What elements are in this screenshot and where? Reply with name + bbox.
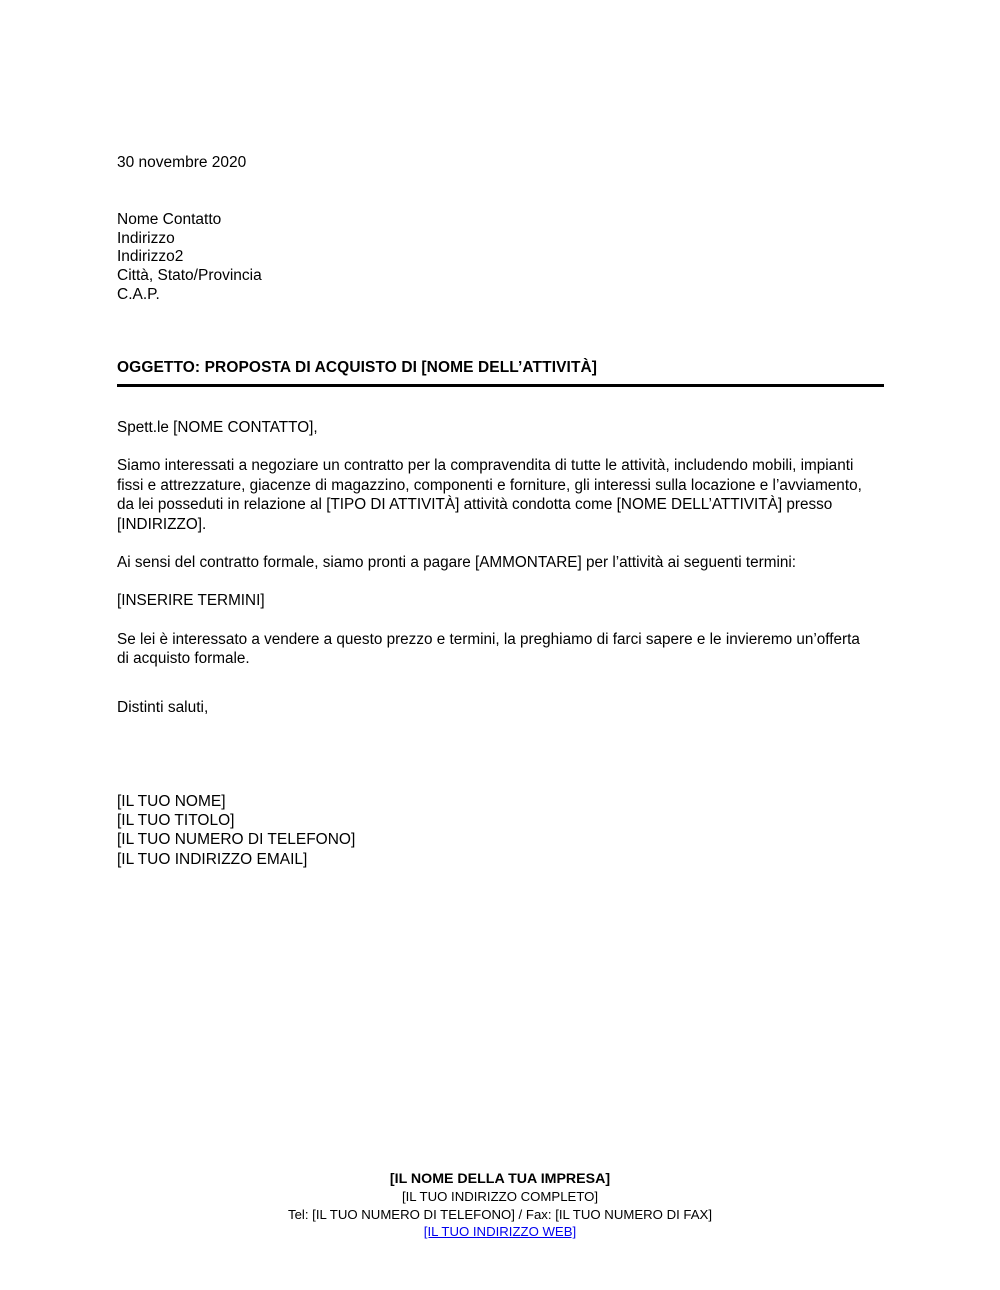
footer-website-link[interactable]: [IL TUO INDIRIZZO WEB] <box>423 1224 577 1240</box>
signature-line: [IL TUO INDIRIZZO EMAIL] <box>117 850 308 868</box>
recipient-address-block <box>117 211 262 305</box>
recipient-line: Città, Stato/Provincia <box>117 267 262 285</box>
body-paragraph: Ai sensi del contratto formale, siamo pronti a pagare [AMMONTARE] per l’attività ai seguenti termini: <box>117 554 797 572</box>
footer-address: [IL TUO INDIRIZZO COMPLETO] <box>401 1189 599 1204</box>
signature-line: [IL TUO NOME] <box>117 793 226 810</box>
page-footer <box>0 1170 1000 1241</box>
footer-company-name: [IL NOME DELLA TUA IMPRESA] <box>389 1171 611 1187</box>
closing-salutation: Distinti saluti, <box>117 699 209 716</box>
signature-line: [IL TUO TITOLO] <box>117 812 235 830</box>
salutation: Spett.le [NOME CONTATTO], <box>117 419 318 436</box>
recipient-line: Nome Contatto <box>117 211 222 228</box>
body-paragraph: Se lei è interessato a vendere a questo prezzo e termini, la preghiamo di farci sapere e le invieremo un’offerta di acquisto formale. <box>117 630 860 668</box>
signature-line: [IL TUO NUMERO DI TELEFONO] <box>117 831 356 849</box>
terms-placeholder: [INSERIRE TERMINI] <box>117 592 265 610</box>
recipient-line: C.A.P. <box>117 285 160 303</box>
footer-contact: Tel: [IL TUO NUMERO DI TELEFONO] / Fax: [IL TUO NUMERO DI FAX] <box>287 1206 713 1222</box>
subject-line: OGGETTO: PROPOSTA DI ACQUISTO DI [NOME DELL’ATTIVITÀ] <box>117 359 598 376</box>
subject-divider-rule <box>117 384 884 387</box>
letter-body <box>117 418 862 688</box>
signature-block <box>117 792 355 869</box>
letter-date: 30 novembre 2020 <box>117 154 247 171</box>
subject-section <box>117 358 884 387</box>
recipient-line: Indirizzo <box>117 229 175 247</box>
body-paragraph: Siamo interessati a negoziare un contratto per la compravendita di tutte le attività, includendo mobili, impianti fissi e attrezzature, giacenze di magazzino, componenti e forniture, gli interessi sulla locazione e l’avviamento, da lei posseduti in relazione al [TIPO DI ATTIVITÀ] attività condotta come [NOME DELL’ATTIVITÀ] presso [INDIRIZZO]. <box>117 457 862 533</box>
recipient-line: Indirizzo2 <box>117 248 184 266</box>
